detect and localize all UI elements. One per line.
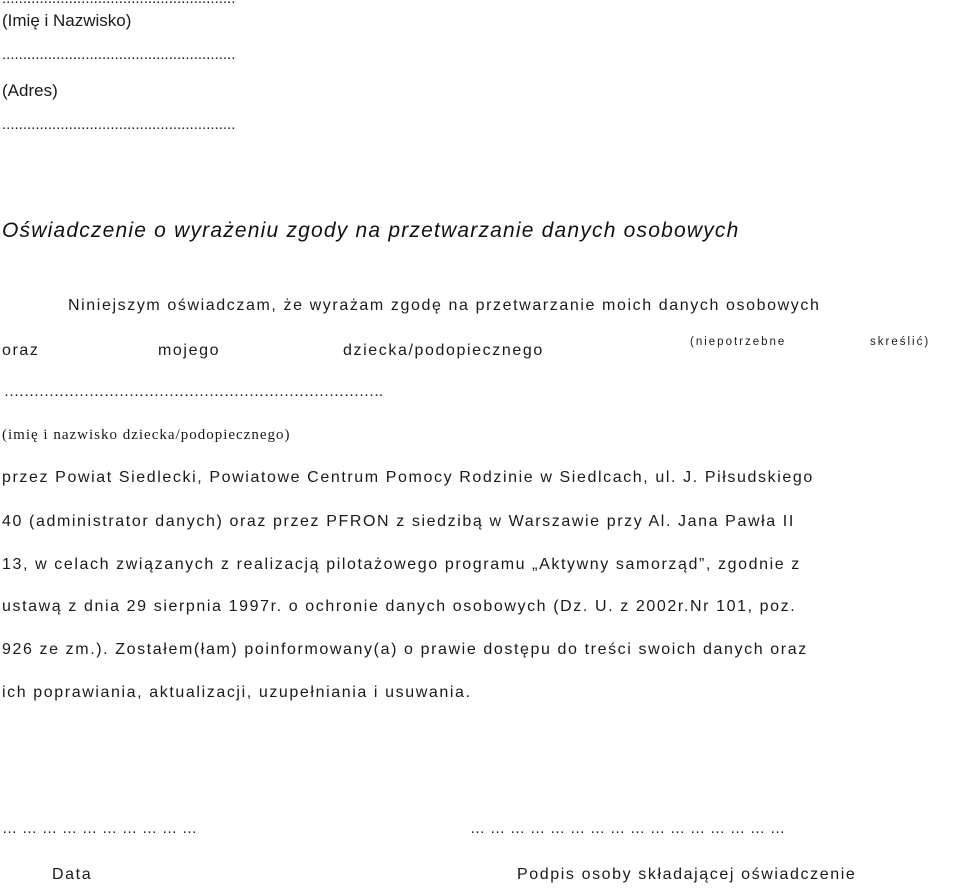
intro-word-dziecka: dziecka/podopiecznego xyxy=(343,342,544,359)
note-cross-out: skreślić) xyxy=(870,336,931,348)
note-unnecessary: (niepotrzebne xyxy=(690,336,787,348)
body-line-3: 13, w celach związanych z realizacją pilotażowego programu „Aktywny samorząd”, zgodnie z xyxy=(2,556,801,573)
address-dotted-line-2: ........................................................ xyxy=(2,116,236,133)
document-title: Oświadczenie o wyrażeniu zgody na przetwarzanie danych osobowych xyxy=(2,219,740,242)
date-dotted-line: ………………………… xyxy=(2,820,202,837)
name-dotted-line xyxy=(2,0,235,7)
body-line-2: 40 (administrator danych) oraz przez PFRON z siedzibą w Warszawie przy Al. Jana Pawła II xyxy=(2,513,795,530)
date-label: Data xyxy=(52,866,93,883)
intro-line-1: Niniejszym oświadczam, że wyrażam zgodę na przetwarzanie moich danych osobowych xyxy=(68,297,821,314)
body-line-1: przez Powiat Siedlecki, Powiatowe Centrum Pomocy Rodzinie w Siedlcach, ul. J. Piłsudskiego xyxy=(2,469,814,486)
name-label: (Imię i Nazwisko) xyxy=(2,11,132,30)
body-line-6: ich poprawiania, aktualizacji, uzupełniania i usuwania. xyxy=(2,684,472,701)
child-name-dotted-line: …………………………………………………………………. xyxy=(4,384,383,400)
body-line-5: 926 ze zm.). Zostałem(łam) poinformowany(a) o prawie dostępu do treści swoich danych oraz xyxy=(2,641,808,658)
intro-word-mojego: mojego xyxy=(158,342,221,359)
address-dotted-line: ........................................................ xyxy=(2,46,236,63)
signature-dotted-line: ………………………………………… xyxy=(470,820,790,837)
child-name-label: (imię i nazwisko dziecka/podopiecznego) xyxy=(2,427,291,443)
body-line-4: ustawą z dnia 29 sierpnia 1997r. o ochronie danych osobowych (Dz. U. z 2002r.Nr 101, poz. xyxy=(2,598,797,615)
signature-label: Podpis osoby składającej oświadczenie xyxy=(517,866,857,883)
address-label: (Adres) xyxy=(2,81,58,100)
intro-word-oraz: oraz xyxy=(2,342,40,359)
